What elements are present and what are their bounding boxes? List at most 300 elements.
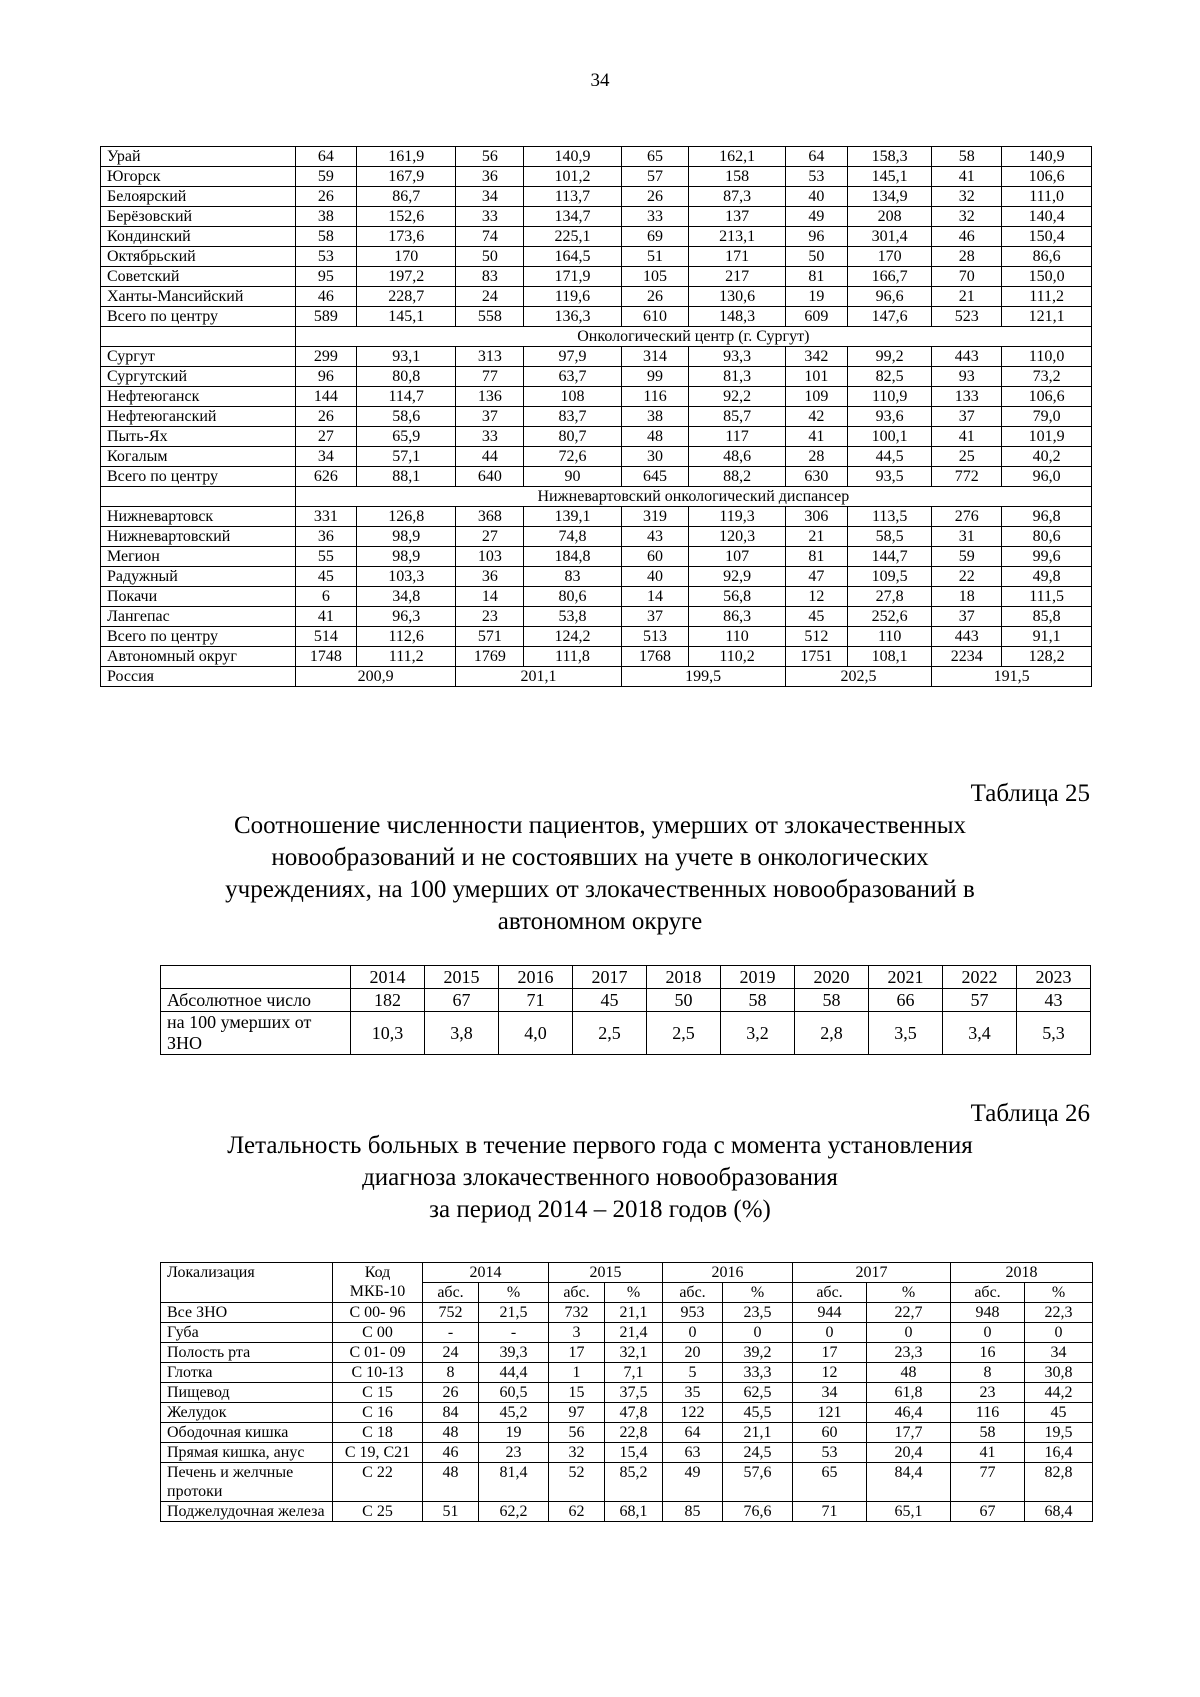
column-header: абс. [793,1283,867,1303]
value-cell: 57,1 [356,447,456,467]
value-cell: 80,6 [1002,527,1092,547]
value-cell: 113,7 [524,187,621,207]
value-cell: 49 [663,1463,723,1502]
value-cell: 0 [723,1323,793,1343]
value-cell: 26 [295,187,356,207]
value-cell: 21,5 [479,1303,549,1323]
value-cell: 44 [456,447,524,467]
value-cell: 40 [621,567,689,587]
value-cell: 299 [295,347,356,367]
value-cell: 52 [549,1463,605,1502]
value-cell: 109 [785,387,847,407]
year-header: 2016 [663,1263,793,1283]
value-cell: 34 [793,1383,867,1403]
value-cell: 97 [549,1403,605,1423]
title-line: Соотношение численности пациентов, умерших от злокачественных [233,812,966,839]
value-cell: 48 [423,1423,479,1443]
value-cell: 23 [479,1443,549,1463]
value-cell: 199,5 [621,667,785,687]
value-cell: 45 [785,607,847,627]
table-row [161,1423,1093,1443]
value-cell: 645 [621,467,689,487]
value-cell: 0 [951,1323,1025,1343]
empty-cell [101,487,296,507]
value-cell: 113,5 [848,507,932,527]
value-cell: 128,2 [1002,647,1092,667]
value-cell: 37 [621,607,689,627]
value-cell: 114,7 [356,387,456,407]
localization: Желудок [161,1403,333,1423]
value-cell: 0 [1025,1323,1093,1343]
value-cell: 22,7 [867,1303,951,1323]
value-cell: 56 [549,1423,605,1443]
value-cell: 98,9 [356,547,456,567]
icd-code: С 00 [333,1323,423,1343]
value-cell: 59 [932,547,1002,567]
value-cell: 61,8 [867,1383,951,1403]
table-row [161,1383,1093,1403]
table-row [161,1363,1093,1383]
region-name: Сургутский [101,367,296,387]
region-name: Октябрьский [101,247,296,267]
value-cell: 2,5 [647,1012,721,1055]
value-cell: 30 [621,447,689,467]
value-cell: 3,8 [425,1012,499,1055]
value-cell: 110,2 [689,647,785,667]
value-cell: 21,1 [723,1423,793,1443]
value-cell: 53 [793,1443,867,1463]
value-cell: 24 [423,1343,479,1363]
region-name: Белоярский [101,187,296,207]
value-cell: - [479,1323,549,1343]
table-row [161,1403,1093,1423]
value-cell: 53 [295,247,356,267]
value-cell: 72,6 [524,447,621,467]
value-cell: 65,1 [867,1502,951,1522]
value-cell: 34 [295,447,356,467]
value-cell: 7,1 [605,1363,663,1383]
value-cell: 80,6 [524,587,621,607]
value-cell: 513 [621,627,689,647]
value-cell: 314 [621,347,689,367]
value-cell: 43 [1017,989,1091,1012]
value-cell: 0 [663,1323,723,1343]
value-cell: 71 [793,1502,867,1522]
value-cell: 8 [423,1363,479,1383]
value-cell: 36 [456,167,524,187]
value-cell: 28 [785,447,847,467]
value-cell: 22,3 [1025,1303,1093,1323]
value-cell: 1769 [456,647,524,667]
table-row [101,407,1092,427]
value-cell: 24,5 [723,1443,793,1463]
value-cell: 15,4 [605,1443,663,1463]
value-cell: 44,2 [1025,1383,1093,1403]
value-cell: 133 [932,387,1002,407]
table-row [101,427,1092,447]
value-cell: 111,2 [1002,287,1092,307]
value-cell: 217 [689,267,785,287]
value-cell: 228,7 [356,287,456,307]
value-cell: 83 [456,267,524,287]
column-header: абс. [549,1283,605,1303]
value-cell: 88,1 [356,467,456,487]
value-cell: 103 [456,547,524,567]
value-cell: 112,6 [356,627,456,647]
localization: Печень и желчные протоки [161,1463,333,1502]
value-cell: 1768 [621,647,689,667]
value-cell: 85,8 [1002,607,1092,627]
column-header: Локализация [161,1263,333,1303]
unregistered-deaths-table [160,965,1091,1055]
incidence-table [100,146,1092,687]
value-cell: 10,3 [351,1012,425,1055]
value-cell: 77 [456,367,524,387]
value-cell: 31 [932,527,1002,547]
title-line: за период 2014 – 2018 годов (%) [429,1196,771,1223]
value-cell: 45 [1025,1403,1093,1423]
table-row [101,467,1092,487]
value-cell: 86,7 [356,187,456,207]
localization: Все ЗНО [161,1303,333,1323]
year-header: 2021 [869,966,943,989]
value-cell: 122 [663,1403,723,1423]
value-cell: 2234 [932,647,1002,667]
value-cell: 57,6 [723,1463,793,1502]
value-cell: 62,2 [479,1502,549,1522]
value-cell: 944 [793,1303,867,1323]
value-cell: 87,3 [689,187,785,207]
value-cell: 65 [621,147,689,167]
value-cell: 108,1 [848,647,932,667]
header-row [161,966,1091,989]
value-cell: 3,4 [943,1012,1017,1055]
value-cell: 71 [499,989,573,1012]
first-year-mortality-table [160,1262,1093,1522]
value-cell: 66 [869,989,943,1012]
value-cell: 368 [456,507,524,527]
value-cell: 109,5 [848,567,932,587]
value-cell: 167,9 [356,167,456,187]
value-cell: 85 [663,1502,723,1522]
year-header: 2020 [795,966,869,989]
table-row [161,1012,1091,1055]
value-cell: 108 [524,387,621,407]
value-cell: 110 [848,627,932,647]
table-row [101,367,1092,387]
value-cell: 25 [932,447,1002,467]
value-cell: 26 [621,187,689,207]
value-cell: 60,5 [479,1383,549,1403]
column-header: % [479,1283,549,1303]
year-header: 2018 [647,966,721,989]
value-cell: 100,1 [848,427,932,447]
value-cell: 99 [621,367,689,387]
table-row [161,1323,1093,1343]
region-name: Советский [101,267,296,287]
value-cell: 523 [932,307,1002,327]
value-cell: 46 [932,227,1002,247]
value-cell: 41 [951,1443,1025,1463]
value-cell: 161,9 [356,147,456,167]
value-cell: 57 [943,989,1017,1012]
value-cell: 38 [621,407,689,427]
region-name: Нижневартовский [101,527,296,547]
value-cell: 443 [932,347,1002,367]
value-cell: 23,5 [723,1303,793,1323]
year-header: 2015 [425,966,499,989]
value-cell: 42 [785,407,847,427]
value-cell: 36 [456,567,524,587]
value-cell: 34,8 [356,587,456,607]
value-cell: 39,2 [723,1343,793,1363]
icd-code: С 25 [333,1502,423,1522]
value-cell: 121 [793,1403,867,1423]
value-cell: 83,7 [524,407,621,427]
column-header: абс. [423,1283,479,1303]
value-cell: 37,5 [605,1383,663,1403]
value-cell: 45 [573,989,647,1012]
value-cell: 64 [295,147,356,167]
value-cell: 86,3 [689,607,785,627]
value-cell: 48 [621,427,689,447]
year-header: 2017 [573,966,647,989]
icd-code: С 18 [333,1423,423,1443]
value-cell: 40 [785,187,847,207]
value-cell: 158 [689,167,785,187]
value-cell: - [423,1323,479,1343]
region-name: Нефтеюганский [101,407,296,427]
value-cell: 81,3 [689,367,785,387]
table-row [101,647,1092,667]
value-cell: 126,8 [356,507,456,527]
value-cell: 0 [793,1323,867,1343]
value-cell: 116 [951,1403,1025,1423]
value-cell: 110 [689,627,785,647]
value-cell: 37 [932,407,1002,427]
value-cell: 20,4 [867,1443,951,1463]
value-cell: 39,3 [479,1343,549,1363]
value-cell: 68,1 [605,1502,663,1522]
value-cell: 110,0 [1002,347,1092,367]
value-cell: 5 [663,1363,723,1383]
table-26-title [0,1130,1200,1226]
value-cell: 512 [785,627,847,647]
value-cell: 37 [932,607,1002,627]
value-cell: 319 [621,507,689,527]
value-cell: 84,4 [867,1463,951,1502]
title-line: новообразований и не состоявших на учете в онкологических [271,844,929,871]
table-row [101,167,1092,187]
value-cell: 6 [295,587,356,607]
localization: Поджелудочная железа [161,1502,333,1522]
value-cell: 43 [621,527,689,547]
value-cell: 145,1 [356,307,456,327]
value-cell: 62,5 [723,1383,793,1403]
value-cell: 81,4 [479,1463,549,1502]
value-cell: 213,1 [689,227,785,247]
value-cell: 0 [867,1323,951,1343]
title-line: диагноза злокачественного новообразования [362,1164,838,1191]
icd-code: С 10-13 [333,1363,423,1383]
region-name: Когалым [101,447,296,467]
icd-code: С 16 [333,1403,423,1423]
region-name: Пыть-Ях [101,427,296,447]
year-header: 2022 [943,966,1017,989]
region-name: Покачи [101,587,296,607]
value-cell: 191,5 [932,667,1092,687]
value-cell: 571 [456,627,524,647]
localization: Ободочная кишка [161,1423,333,1443]
value-cell: 136 [456,387,524,407]
table-25-title [0,810,1200,938]
year-header: 2017 [793,1263,951,1283]
value-cell: 208 [848,207,932,227]
value-cell: 948 [951,1303,1025,1323]
value-cell: 116 [621,387,689,407]
value-cell: 53,8 [524,607,621,627]
value-cell: 162,1 [689,147,785,167]
value-cell: 68,4 [1025,1502,1093,1522]
value-cell: 170 [848,247,932,267]
table-row [101,207,1092,227]
value-cell: 58,5 [848,527,932,547]
value-cell: 15 [549,1383,605,1403]
value-cell: 60 [621,547,689,567]
value-cell: 90 [524,467,621,487]
value-cell: 83 [524,567,621,587]
value-cell: 48,6 [689,447,785,467]
value-cell: 313 [456,347,524,367]
localization: Полость рта [161,1343,333,1363]
value-cell: 26 [621,287,689,307]
value-cell: 32,1 [605,1343,663,1363]
value-cell: 140,9 [1002,147,1092,167]
value-cell: 17,7 [867,1423,951,1443]
table-row [101,307,1092,327]
value-cell: 59 [295,167,356,187]
title-line: Летальность больных в течение первого года с момента установления [227,1132,973,1159]
value-cell: 27,8 [848,587,932,607]
value-cell: 41 [785,427,847,447]
value-cell: 136,3 [524,307,621,327]
value-cell: 93,5 [848,467,932,487]
icd-code: С 00- 96 [333,1303,423,1323]
value-cell: 164,5 [524,247,621,267]
value-cell: 145,1 [848,167,932,187]
table-26-number: Таблица 26 [970,1100,1090,1127]
value-cell: 121,1 [1002,307,1092,327]
value-cell: 19 [785,287,847,307]
column-header: абс. [663,1283,723,1303]
value-cell: 76,6 [723,1502,793,1522]
header-row [161,1263,1093,1283]
region-name: Берёзовский [101,207,296,227]
value-cell: 16 [951,1343,1025,1363]
value-cell: 55 [295,547,356,567]
value-cell: 19,5 [1025,1423,1093,1443]
value-cell: 63,7 [524,367,621,387]
value-cell: 70 [932,267,1002,287]
region-name: Всего по центру [101,627,296,647]
value-cell: 124,2 [524,627,621,647]
table-row [161,1443,1093,1463]
column-header: % [867,1283,951,1303]
value-cell: 47,8 [605,1403,663,1423]
value-cell: 22 [932,567,1002,587]
value-cell: 63 [663,1443,723,1463]
year-header: 2016 [499,966,573,989]
table-row [101,187,1092,207]
value-cell: 49,8 [1002,567,1092,587]
value-cell: 57 [621,167,689,187]
value-cell: 48 [867,1363,951,1383]
value-cell: 33 [621,207,689,227]
value-cell: 119,6 [524,287,621,307]
value-cell: 184,8 [524,547,621,567]
region-name: Нефтеюганск [101,387,296,407]
value-cell: 93,3 [689,347,785,367]
table-row [101,447,1092,467]
value-cell: 67 [425,989,499,1012]
column-header: % [605,1283,663,1303]
value-cell: 111,2 [356,647,456,667]
title-line: автономном округе [497,908,703,935]
value-cell: 50 [456,247,524,267]
value-cell: 610 [621,307,689,327]
value-cell: 30,8 [1025,1363,1093,1383]
value-cell: 80,8 [356,367,456,387]
value-cell: 120,3 [689,527,785,547]
value-cell: 58 [295,227,356,247]
value-cell: 12 [785,587,847,607]
value-cell: 111,8 [524,647,621,667]
value-cell: 74,8 [524,527,621,547]
value-cell: 101,2 [524,167,621,187]
table-row [101,527,1092,547]
year-header: 2019 [721,966,795,989]
region-name: Сургут [101,347,296,367]
value-cell: 110,9 [848,387,932,407]
value-cell: 82,8 [1025,1463,1093,1502]
value-cell: 173,6 [356,227,456,247]
value-cell: 12 [793,1363,867,1383]
value-cell: 58 [721,989,795,1012]
empty-cell [161,966,351,989]
value-cell: 41 [295,607,356,627]
value-cell: 73,2 [1002,367,1092,387]
icd-code: С 01- 09 [333,1343,423,1363]
localization: Губа [161,1323,333,1343]
value-cell: 28 [932,247,1002,267]
value-cell: 77 [951,1463,1025,1502]
column-header: % [1025,1283,1093,1303]
value-cell: 32 [549,1443,605,1463]
value-cell: 35 [663,1383,723,1403]
value-cell: 158,3 [848,147,932,167]
value-cell: 37 [456,407,524,427]
region-name: Югорск [101,167,296,187]
value-cell: 46 [295,287,356,307]
value-cell: 86,6 [1002,247,1092,267]
value-cell: 32 [932,207,1002,227]
value-cell: 752 [423,1303,479,1323]
column-header: Код МКБ-10 [333,1263,423,1303]
value-cell: 65 [793,1463,867,1502]
value-cell: 732 [549,1303,605,1323]
value-cell: 17 [793,1343,867,1363]
value-cell: 44,5 [848,447,932,467]
